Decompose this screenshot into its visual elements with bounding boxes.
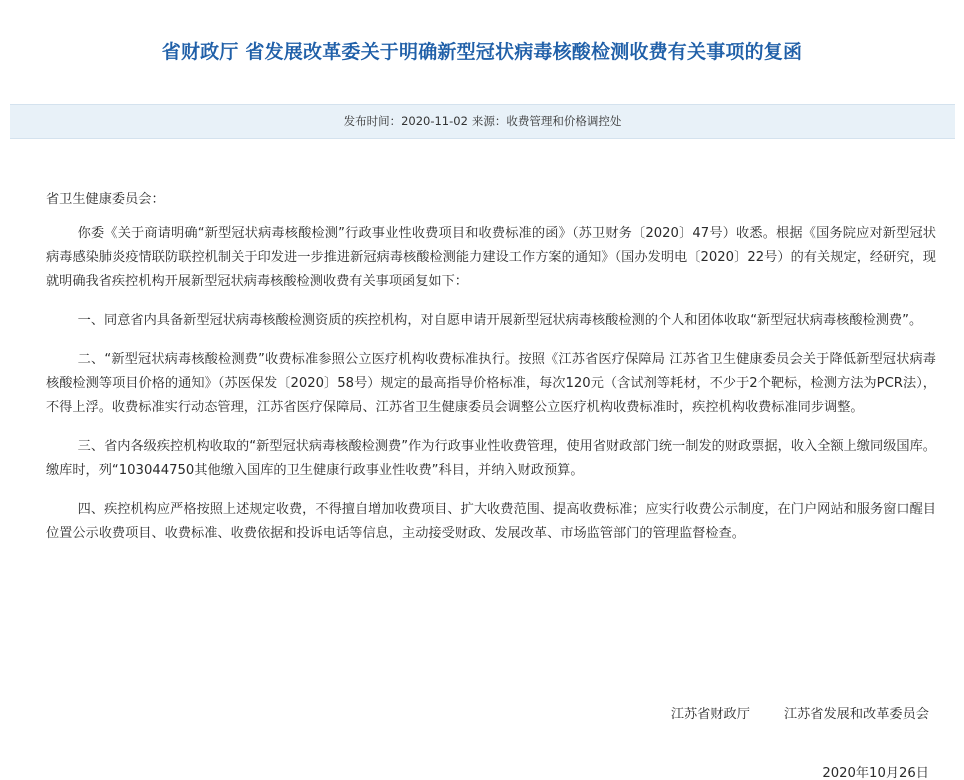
signer-finance-department: 江苏省财政厅 bbox=[670, 707, 750, 722]
paragraph-item-2: 二、“新型冠状病毒核酸检测费”收费标准参照公立医疗机构收费标准执行。按照《江苏省医疗保障局 江苏省卫生健康委员会关于降低新型冠状病毒核酸检测等项目价格的通知》（苏医保发〔2020〕58号）规定的最高指导价格标准，每次120元（含试剂等耗材，不少于2个靶标，检测方法为PCR法），不得上浮。收费标准实行动态管理，江苏省医疗保障局、江苏省卫生健康委员会调整公立医疗机构收费标准时，疾控机构收费标准同步调整。 bbox=[46, 352, 936, 415]
salutation: 省卫生健康委员会： bbox=[46, 192, 165, 207]
publish-info-bar bbox=[10, 104, 955, 139]
paragraph-item-3: 三、省内各级疾控机构收取的“新型冠状病毒核酸检测费”作为行政事业性收费管理，使用省财政部门统一制发的财政票据，收入全额上缴同级国库。缴库时，列“103044750其他缴入国库的卫生健康行政事业性收费”科目，并纳入财政预算。 bbox=[46, 439, 936, 478]
signers bbox=[671, 703, 929, 722]
publish-date-label: 发布时间： bbox=[343, 114, 402, 128]
source-value: 收费管理和价格调控处 bbox=[506, 114, 622, 128]
paragraph-item-1: 一、同意省内具备新型冠状病毒核酸检测资质的疾控机构，对自愿申请开展新型冠状病毒核酸检测的个人和团体收取“新型冠状病毒核酸检测费”。 bbox=[77, 313, 923, 328]
signer-development-reform-commission: 江苏省发展和改革委员会 bbox=[783, 707, 929, 722]
page-title: 省财政厅 省发展改革委关于明确新型冠状病毒核酸检测收费有关事项的复函 bbox=[161, 41, 803, 63]
paragraph-intro: 你委《关于商请明确“新型冠状病毒核酸检测”行政事业性收费项目和收费标准的函》（苏卫财务〔2020〕47号）收悉。根据《国务院应对新型冠状病毒感染肺炎疫情联防联控机制关于印发进一步推进新冠病毒核酸检测能力建设工作方案的通知》（国办发明电〔2020〕22号）的有关规定，经研究，现就明确我省疾控机构开展新型冠状病毒核酸检测收费有关事项函复如下： bbox=[46, 226, 936, 289]
sign-date: 2020年10月26日 bbox=[822, 766, 929, 780]
source-label: 来源： bbox=[471, 114, 507, 128]
document-body bbox=[46, 188, 936, 561]
paragraph-item-4: 四、疾控机构应严格按照上述规定收费，不得擅自增加收费项目、扩大收费范围、提高收费标准；应实行收费公示制度，在门户网站和服务窗口醒目位置公示收费项目、收费标准、收费依据和投诉电话等信息，主动接受财政、发展改革、市场监管部门的管理监督检查。 bbox=[46, 502, 936, 541]
publish-date: 2020-11-02 bbox=[401, 114, 468, 128]
